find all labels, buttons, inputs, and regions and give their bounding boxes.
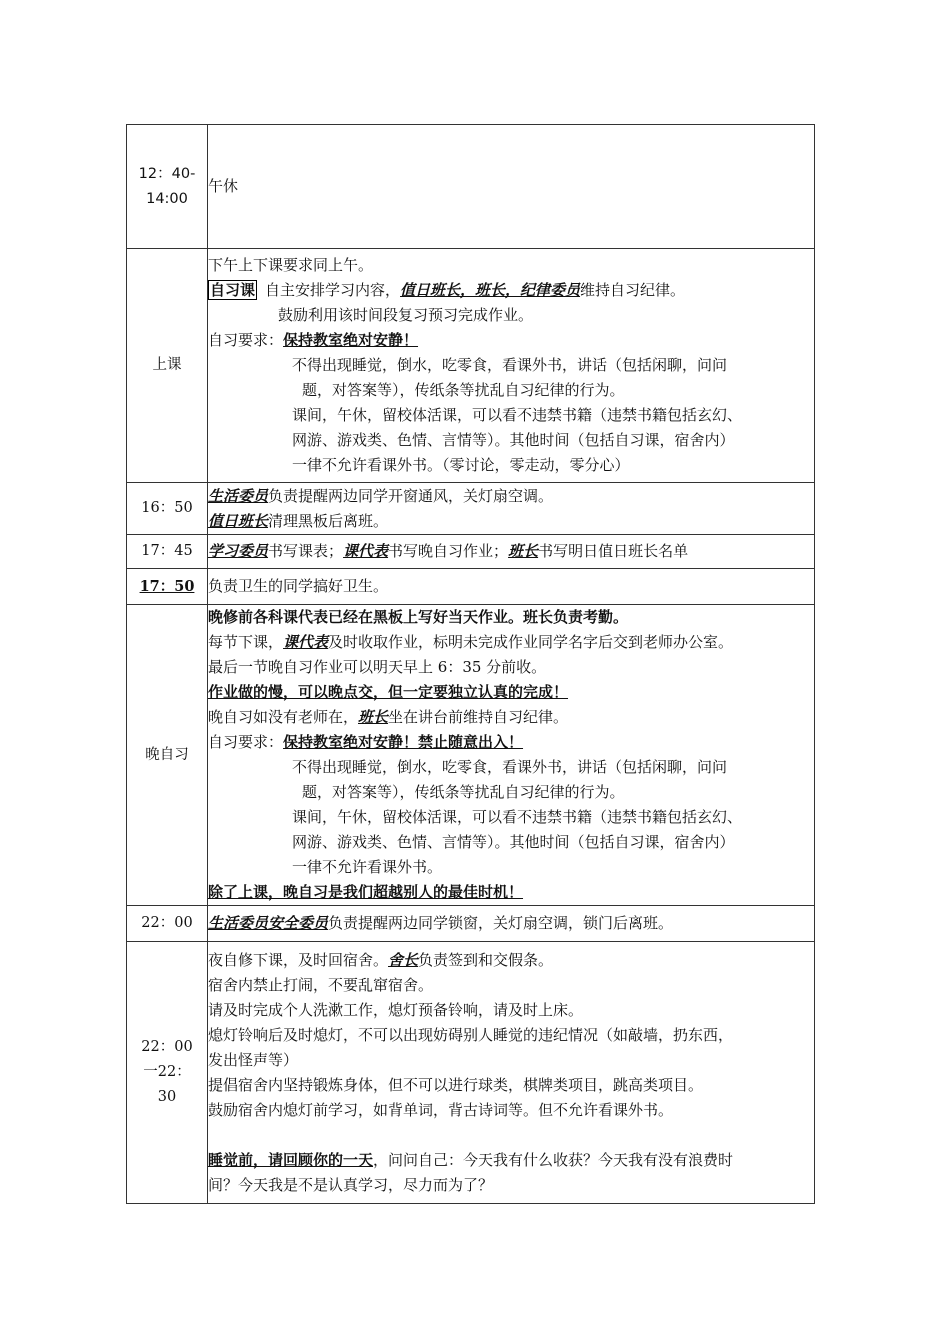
text: 维持自习纪律。 xyxy=(580,281,686,299)
content-line xyxy=(208,278,814,303)
text: 晚自习如没有老师在， xyxy=(208,708,359,726)
content-line: 请及时完成个人洗漱工作，熄灯预备铃响，请及时上床。 xyxy=(208,1000,584,1019)
emphasis: 睡觉前，请回顾你的一天 xyxy=(208,1150,374,1169)
content-cell xyxy=(208,249,815,483)
content-line: 提倡宿舍内坚持锻炼身体，但不可以进行球类，棋牌类项目，跳高类项目。 xyxy=(208,1075,704,1094)
time-cell xyxy=(127,483,208,535)
table-row xyxy=(127,535,815,569)
content-line: 网游、游戏类、色情、言情等）。其他时间（包括自习课，宿舍内） xyxy=(292,431,735,449)
content-line xyxy=(208,509,814,534)
content-line: 网游、游戏类、色情、言情等）。其他时间（包括自习课，宿舍内） xyxy=(292,833,735,851)
role-name: 生活委员安全委员 xyxy=(208,914,329,932)
schedule-table xyxy=(126,124,815,1204)
time-cell xyxy=(127,605,208,906)
time-label: 30 xyxy=(157,1089,177,1105)
spacer xyxy=(208,1123,814,1148)
role-names: 值日班长，班长，纪律委员 xyxy=(400,281,581,299)
time-label: 12：40- xyxy=(138,165,196,182)
time-label: 14:00 xyxy=(146,190,188,207)
content-cell xyxy=(208,906,815,942)
text: 书写课表； xyxy=(268,542,344,560)
text: 书写晚自习作业； xyxy=(388,542,509,560)
content-line: 一律不允许看课外书。 xyxy=(292,858,443,876)
table-row xyxy=(127,249,815,483)
content-line xyxy=(208,911,814,936)
time-label: 晚自习 xyxy=(145,746,189,763)
content-line: 课间，午休，留校体活课，可以看不违禁书籍（违禁书籍包括玄幻、 xyxy=(292,406,743,424)
time-label: 上课 xyxy=(152,357,182,373)
table-row xyxy=(127,483,815,535)
time-cell xyxy=(127,569,208,605)
text: 书写明日值日班长名单 xyxy=(538,542,689,560)
time-cell xyxy=(127,125,208,249)
content-line: 负责卫生的同学搞好卫生。 xyxy=(208,577,389,595)
content-line: 晚修前各科课代表已经在黑板上写好当天作业。班长负责考勤。 xyxy=(208,608,629,626)
content-line xyxy=(208,1148,814,1173)
time-cell xyxy=(127,535,208,569)
role-name: 舍长 xyxy=(388,950,419,969)
time-label: 17：50 xyxy=(139,578,195,595)
content-line xyxy=(208,705,814,730)
content-line: 鼓励宿舍内熄灯前学习，如背单词，背古诗词等。但不允许看课外书。 xyxy=(208,1100,674,1119)
content-line xyxy=(208,539,814,564)
emphasis: 保持教室绝对安静！禁止随意出入！ xyxy=(283,733,524,751)
text: 负责签到和交假条。 xyxy=(418,950,554,969)
content-line: 不得出现睡觉，倒水，吃零食，看课外书，讲话（包括闲聊，问问 xyxy=(292,356,728,374)
content-line xyxy=(208,328,814,353)
content-line: 课间，午休，留校体活课，可以看不违禁书籍（违禁书籍包括玄幻、 xyxy=(292,808,743,826)
text: 每节下课， xyxy=(208,633,284,651)
emphasis: 保持教室绝对安静！ xyxy=(283,331,419,349)
content-cell xyxy=(208,942,815,1204)
role-name: 班长 xyxy=(358,708,389,726)
content-cell xyxy=(208,569,815,605)
table-row xyxy=(127,942,815,1204)
time-cell xyxy=(127,249,208,483)
time-label: 一22： xyxy=(143,1064,191,1080)
text: 自主安排学习内容， xyxy=(265,281,401,299)
time-label: 22：00 xyxy=(141,1039,193,1055)
content-line: 宿舍内禁止打闹，不要乱窜宿舍。 xyxy=(208,975,434,994)
content-line xyxy=(208,948,814,973)
content-line: 题，对答案等），传纸条等扰乱自习纪律的行为。 xyxy=(302,783,625,801)
time-cell xyxy=(127,906,208,942)
content-line: 午休 xyxy=(208,177,239,195)
content-line: 除了上课，晚自习是我们超越别人的最佳时机！ xyxy=(208,883,524,901)
content-line: 间？今天我是不是认真学习，尽力而为了？ xyxy=(208,1175,494,1194)
content-line: 作业做的慢，可以晚点交，但一定要独立认真的完成！ xyxy=(208,683,569,701)
text: 夜自修下课，及时回宿舍。 xyxy=(208,950,389,969)
content-cell xyxy=(208,535,815,569)
content-line: 熄灯铃响后及时熄灯，不可以出现妨碍别人睡觉的违纪情况（如敲墙，扔东西， xyxy=(208,1025,734,1044)
content-line: 不得出现睡觉，倒水，吃零食，看课外书，讲话（包括闲聊，问问 xyxy=(292,758,728,776)
content-line: 最后一节晚自习作业可以明天早上 6：35 分前收。 xyxy=(208,658,547,676)
content-line: 下午上下课要求同上午。 xyxy=(208,256,374,274)
content-cell xyxy=(208,483,815,535)
role-name: 课代表 xyxy=(343,542,389,560)
content-line xyxy=(208,730,814,755)
text: 自习要求： xyxy=(208,331,284,349)
self-study-tag: 自习课 xyxy=(210,281,256,299)
content-line xyxy=(208,484,814,509)
content-line: 鼓励利用该时间段复习预习完成作业。 xyxy=(278,306,534,324)
table-row xyxy=(127,125,815,249)
role-name: 班长 xyxy=(508,542,539,560)
text: 负责提醒两边同学锁窗，关灯扇空调，锁门后离班。 xyxy=(328,914,674,932)
table-row xyxy=(127,906,815,942)
content-line: 题，对答案等），传纸条等扰乱自习纪律的行为。 xyxy=(302,381,625,399)
time-label: 17：45 xyxy=(141,543,193,559)
text: 负责提醒两边同学开窗通风，关灯扇空调。 xyxy=(268,486,554,505)
table-row xyxy=(127,569,815,605)
text: ，问问自己：今天我有什么收获？今天我有没有浪费时 xyxy=(373,1150,734,1169)
time-label: 16：50 xyxy=(141,500,193,516)
content-line: 发出怪声等） xyxy=(208,1050,299,1069)
text: 清理黑板后离班。 xyxy=(268,511,389,530)
text: 自习要求： xyxy=(208,733,284,751)
content-cell xyxy=(208,125,815,249)
role-name: 生活委员 xyxy=(208,486,269,505)
role-name: 值日班长 xyxy=(208,511,269,530)
time-label: 22：00 xyxy=(141,915,193,931)
time-cell xyxy=(127,942,208,1204)
role-name: 学习委员 xyxy=(208,542,269,560)
content-line: 一律不允许看课外书。（零讨论，零走动，零分心） xyxy=(292,456,630,474)
text: 坐在讲台前维持自习纪律。 xyxy=(388,708,569,726)
text: 及时收取作业，标明未完成作业同学名字后交到老师办公室。 xyxy=(328,633,734,651)
content-line xyxy=(208,630,814,655)
table-row xyxy=(127,605,815,906)
content-cell xyxy=(208,605,815,906)
role-name: 课代表 xyxy=(283,633,329,651)
